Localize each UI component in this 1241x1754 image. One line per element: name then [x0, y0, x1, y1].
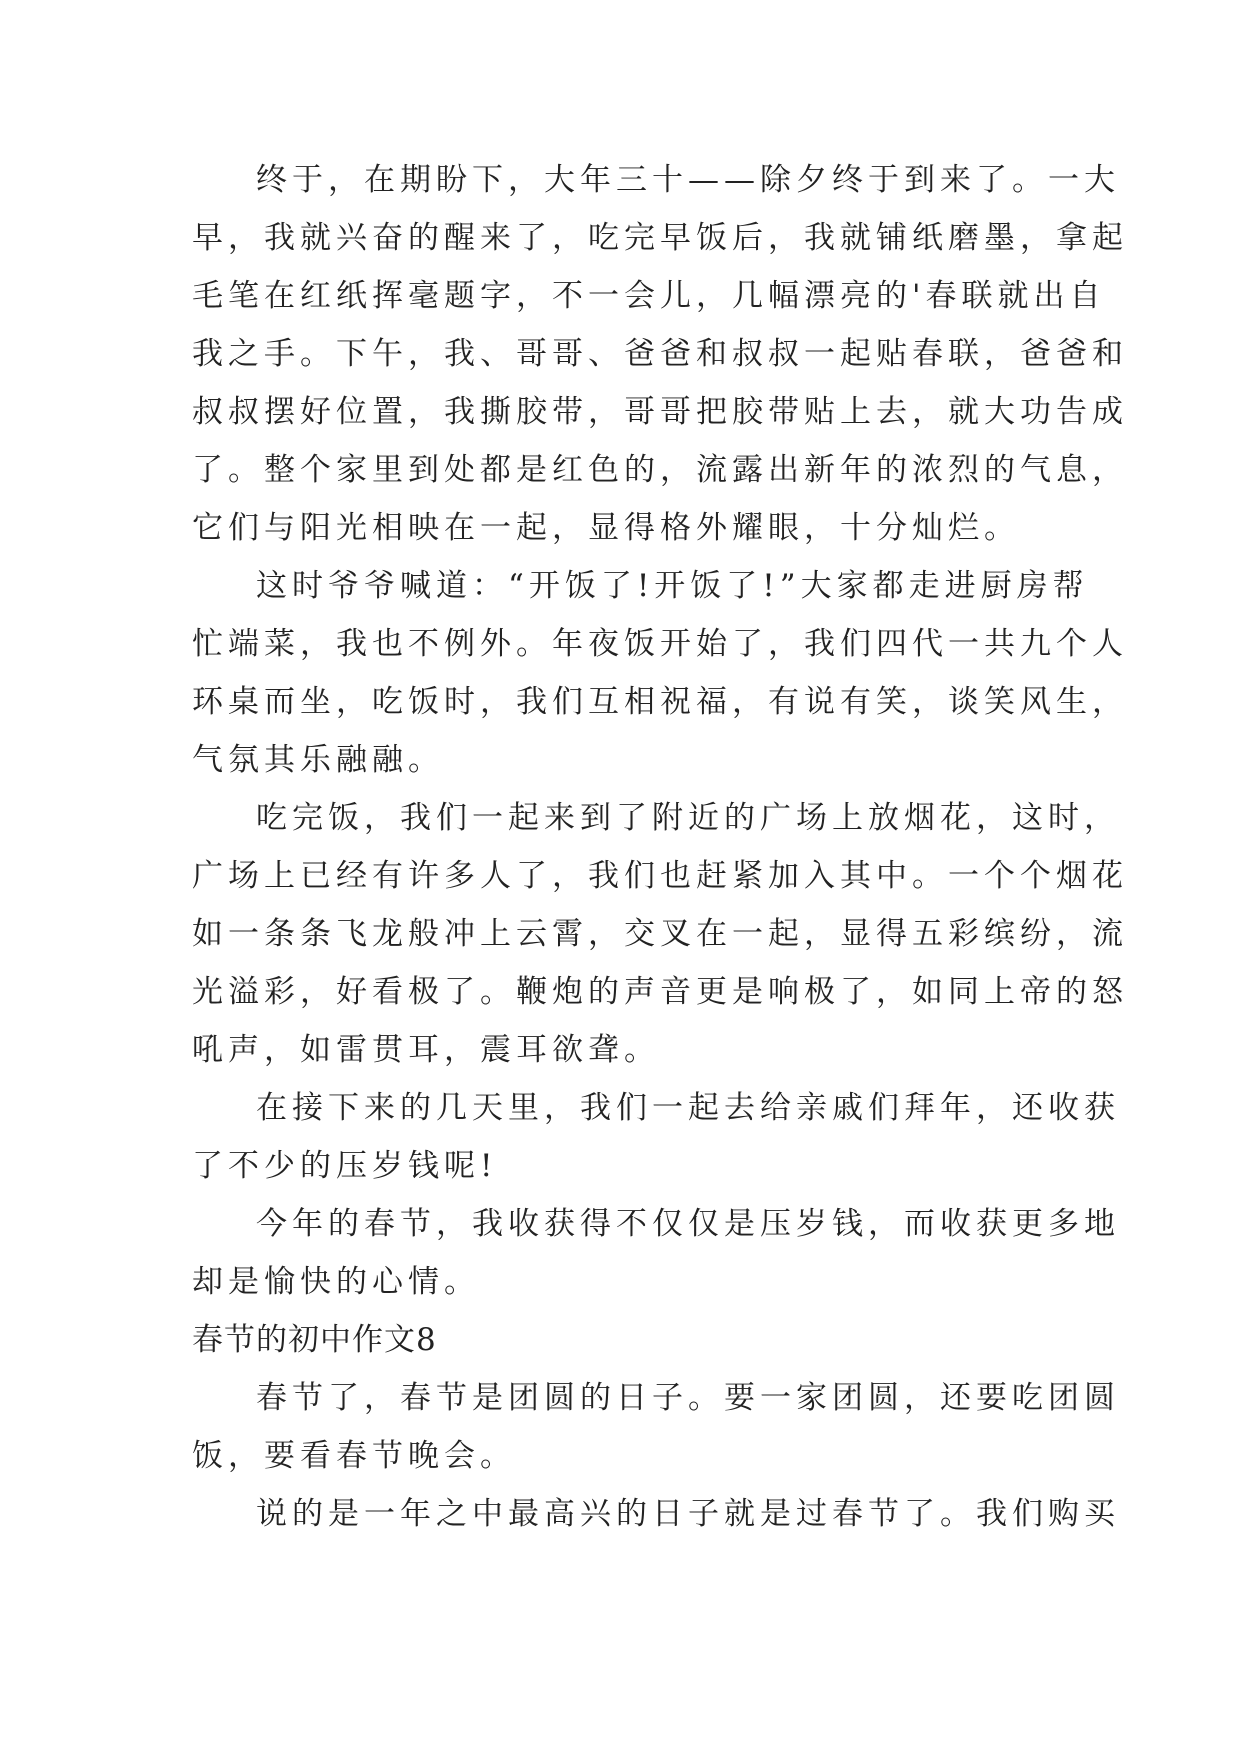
text-line: 忙端菜，我也不例外。年夜饭开始了，我们四代一共九个人	[192, 626, 1128, 662]
text-line: 如一条条飞龙般冲上云霄，交叉在一起，显得五彩缤纷，流	[192, 916, 1128, 952]
text-line: 气氛其乐融融。	[192, 742, 444, 778]
text-line: 饭，要看春节晚会。	[192, 1438, 516, 1474]
text-line: 了不少的压岁钱呢!	[192, 1148, 498, 1184]
text-line: 吼声，如雷贯耳，震耳欲聋。	[192, 1032, 660, 1068]
text-line: 光溢彩，好看极了。鞭炮的声音更是响极了，如同上帝的怒	[192, 974, 1128, 1010]
text-line: 毛笔在红纸挥毫题字，不一会儿，几幅漂亮的'春联就出自	[192, 278, 1106, 314]
text-line: 叔叔摆好位置，我撕胶带，哥哥把胶带贴上去，就大功告成	[192, 394, 1128, 430]
section-heading: 春节的初中作文8	[192, 1322, 437, 1358]
text-line: 在接下来的几天里，我们一起去给亲戚们拜年，还收获	[256, 1090, 1120, 1126]
text-line: 春节了，春节是团圆的日子。要一家团圆，还要吃团圆	[256, 1380, 1120, 1416]
text-line: 吃完饭，我们一起来到了附近的广场上放烟花，这时，	[256, 800, 1120, 836]
text-line: 却是愉快的心情。	[192, 1264, 480, 1300]
text-line: 早，我就兴奋的醒来了，吃完早饭后，我就铺纸磨墨，拿起	[192, 220, 1128, 256]
text-line: 终于，在期盼下，大年三十——除夕终于到来了。一大	[256, 162, 1120, 198]
text-line: 我之手。下午，我、哥哥、爸爸和叔叔一起贴春联，爸爸和	[192, 336, 1128, 372]
text-line: 今年的春节，我收获得不仅仅是压岁钱，而收获更多地	[256, 1206, 1120, 1242]
text-line: 广场上已经有许多人了，我们也赶紧加入其中。一个个烟花	[192, 858, 1128, 894]
text-line: 这时爷爷喊道：“开饭了!开饭了!”大家都走进厨房帮	[256, 568, 1089, 604]
text-line: 它们与阳光相映在一起，显得格外耀眼，十分灿烂。	[192, 510, 1020, 546]
text-line: 说的是一年之中最高兴的日子就是过春节了。我们购买	[256, 1496, 1120, 1532]
text-line: 环桌而坐，吃饭时，我们互相祝福，有说有笑，谈笑风生，	[192, 684, 1128, 720]
text-line: 了。整个家里到处都是红色的，流露出新年的浓烈的气息，	[192, 452, 1128, 488]
